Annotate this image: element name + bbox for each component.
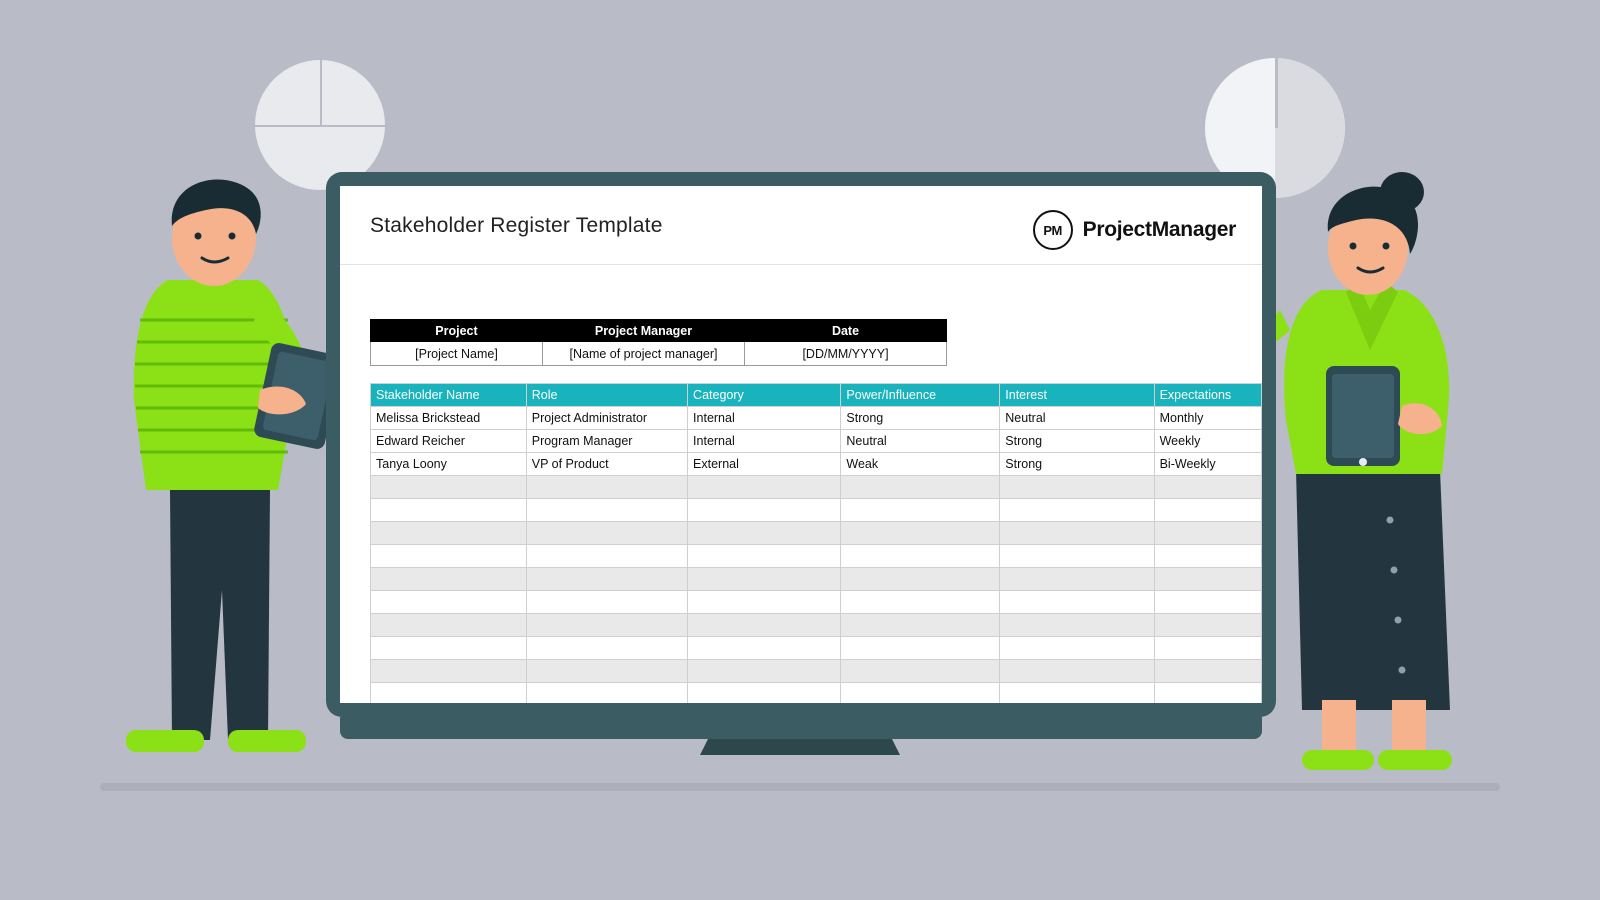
column-header-category[interactable]: Category: [688, 384, 841, 407]
document-header: [340, 186, 1262, 265]
cell-category[interactable]: [688, 614, 841, 637]
table-row: [371, 545, 1262, 568]
cell-role[interactable]: [526, 660, 687, 683]
cell-role[interactable]: Project Administrator: [526, 407, 687, 430]
column-header-interest[interactable]: Interest: [1000, 384, 1154, 407]
cell-interest[interactable]: [1000, 660, 1154, 683]
cell-power-influence[interactable]: [841, 660, 1000, 683]
cell-stakeholder-name[interactable]: [371, 545, 527, 568]
projectmanager-mark-icon: PM: [1033, 210, 1073, 250]
cell-power-influence[interactable]: Weak: [841, 453, 1000, 476]
cell-power-influence[interactable]: [841, 591, 1000, 614]
cell-power-influence[interactable]: Neutral: [841, 430, 1000, 453]
table-row: [371, 614, 1262, 637]
laptop-base: [340, 717, 1262, 739]
cell-power-influence[interactable]: Strong: [841, 407, 1000, 430]
cell-interest[interactable]: [1000, 683, 1154, 704]
cell-role[interactable]: [526, 499, 687, 522]
cell-interest[interactable]: [1000, 499, 1154, 522]
cell-power-influence[interactable]: [841, 499, 1000, 522]
info-header-project: Project: [371, 320, 543, 342]
cell-expectations[interactable]: [1154, 499, 1261, 522]
column-header-role[interactable]: Role: [526, 384, 687, 407]
cell-expectations[interactable]: [1154, 476, 1261, 499]
table-row: [371, 453, 1262, 476]
cell-interest[interactable]: [1000, 637, 1154, 660]
cell-role[interactable]: [526, 522, 687, 545]
cell-expectations[interactable]: [1154, 545, 1261, 568]
illustration-person-right: [1250, 170, 1500, 800]
cell-expectations[interactable]: [1154, 568, 1261, 591]
cell-interest[interactable]: [1000, 476, 1154, 499]
cell-interest[interactable]: [1000, 522, 1154, 545]
cell-category[interactable]: [688, 591, 841, 614]
cell-role[interactable]: [526, 683, 687, 704]
cell-expectations[interactable]: [1154, 683, 1261, 704]
laptop-foot: [700, 739, 900, 755]
info-header-row: [371, 320, 947, 342]
cell-expectations[interactable]: Weekly: [1154, 430, 1261, 453]
cell-role[interactable]: [526, 637, 687, 660]
register-header-row: [371, 384, 1262, 407]
cell-role[interactable]: [526, 591, 687, 614]
cell-category[interactable]: [688, 522, 841, 545]
spreadsheet-area: [370, 319, 1262, 703]
cell-stakeholder-name[interactable]: [371, 568, 527, 591]
cell-role[interactable]: Program Manager: [526, 430, 687, 453]
cell-stakeholder-name[interactable]: [371, 591, 527, 614]
table-row: [371, 499, 1262, 522]
info-value-project[interactable]: [Project Name]: [371, 342, 543, 366]
cell-interest[interactable]: Neutral: [1000, 407, 1154, 430]
cell-category[interactable]: Internal: [688, 430, 841, 453]
document-screen: [340, 186, 1262, 703]
info-value-project-manager[interactable]: [Name of project manager]: [543, 342, 745, 366]
cell-stakeholder-name[interactable]: Tanya Loony: [371, 453, 527, 476]
cell-expectations[interactable]: Monthly: [1154, 407, 1261, 430]
table-row: [371, 660, 1262, 683]
cell-power-influence[interactable]: [841, 683, 1000, 704]
cell-category[interactable]: [688, 568, 841, 591]
info-header-date: Date: [745, 320, 947, 342]
table-row: [371, 568, 1262, 591]
cell-stakeholder-name[interactable]: [371, 637, 527, 660]
cell-role[interactable]: [526, 568, 687, 591]
page-title: Stakeholder Register Template: [370, 214, 663, 237]
cell-expectations[interactable]: Bi-Weekly: [1154, 453, 1261, 476]
cell-category[interactable]: [688, 476, 841, 499]
cell-power-influence[interactable]: [841, 476, 1000, 499]
column-header-expectations[interactable]: Expectations: [1154, 384, 1261, 407]
brand-name: ProjectManager: [1082, 218, 1236, 241]
cell-category[interactable]: [688, 499, 841, 522]
cell-role[interactable]: [526, 614, 687, 637]
cell-category[interactable]: [688, 683, 841, 704]
cell-interest[interactable]: [1000, 614, 1154, 637]
cell-role[interactable]: [526, 545, 687, 568]
stakeholder-register-table: [370, 383, 1262, 703]
info-value-row: [371, 342, 947, 366]
column-header-power-influence[interactable]: Power/Influence: [841, 384, 1000, 407]
cell-interest[interactable]: Strong: [1000, 430, 1154, 453]
table-row: [371, 637, 1262, 660]
table-row: [371, 430, 1262, 453]
cell-stakeholder-name[interactable]: Edward Reicher: [371, 430, 527, 453]
cell-expectations[interactable]: [1154, 591, 1261, 614]
cell-power-influence[interactable]: [841, 522, 1000, 545]
cell-expectations[interactable]: [1154, 637, 1261, 660]
cell-expectations[interactable]: [1154, 522, 1261, 545]
illustration-person-left: [110, 160, 340, 800]
table-row: [371, 683, 1262, 704]
brand-logo: [1033, 210, 1236, 250]
cell-category[interactable]: [688, 660, 841, 683]
info-header-project-manager: Project Manager: [543, 320, 745, 342]
cell-category[interactable]: External: [688, 453, 841, 476]
cell-category[interactable]: [688, 637, 841, 660]
cell-stakeholder-name[interactable]: [371, 499, 527, 522]
table-row: [371, 522, 1262, 545]
table-row: [371, 476, 1262, 499]
cell-stakeholder-name[interactable]: [371, 683, 527, 704]
cell-stakeholder-name[interactable]: [371, 614, 527, 637]
cell-interest[interactable]: [1000, 568, 1154, 591]
table-row: [371, 591, 1262, 614]
cell-power-influence[interactable]: [841, 545, 1000, 568]
cell-power-influence[interactable]: [841, 637, 1000, 660]
column-header-stakeholder-name[interactable]: Stakeholder Name: [371, 384, 527, 407]
cell-stakeholder-name[interactable]: [371, 522, 527, 545]
cell-role[interactable]: [526, 476, 687, 499]
cell-role[interactable]: VP of Product: [526, 453, 687, 476]
table-row: [371, 407, 1262, 430]
cell-stakeholder-name[interactable]: Melissa Brickstead: [371, 407, 527, 430]
cell-category[interactable]: Internal: [688, 407, 841, 430]
cell-power-influence[interactable]: [841, 614, 1000, 637]
cell-power-influence[interactable]: [841, 568, 1000, 591]
cell-stakeholder-name[interactable]: [371, 476, 527, 499]
cell-interest[interactable]: [1000, 545, 1154, 568]
laptop-frame: [326, 172, 1276, 717]
project-info-table: [370, 319, 947, 366]
cell-stakeholder-name[interactable]: [371, 660, 527, 683]
cell-interest[interactable]: [1000, 591, 1154, 614]
cell-interest[interactable]: Strong: [1000, 453, 1154, 476]
cell-expectations[interactable]: [1154, 660, 1261, 683]
cell-category[interactable]: [688, 545, 841, 568]
info-value-date[interactable]: [DD/MM/YYYY]: [745, 342, 947, 366]
cell-expectations[interactable]: [1154, 614, 1261, 637]
